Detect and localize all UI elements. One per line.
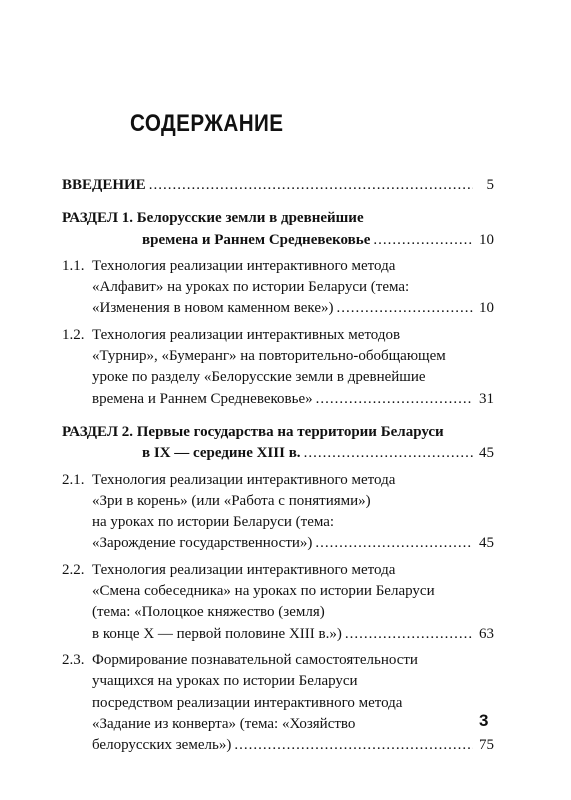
toc-line <box>62 256 494 277</box>
toc-line <box>62 346 494 367</box>
page-title: СОДЕРЖАНИЕ <box>130 110 284 137</box>
toc-line <box>62 624 494 645</box>
toc-page-number: 45 <box>479 445 494 462</box>
toc-item-text: Технология реализации интерактивного метода <box>92 471 396 488</box>
toc-section-2 <box>62 422 494 465</box>
toc-line <box>62 512 494 533</box>
dot-leader <box>373 230 473 251</box>
toc-line <box>62 602 494 623</box>
page-number: 3 <box>479 711 489 730</box>
toc-item-text: учащихся на уроках по истории Беларуси <box>92 673 358 690</box>
toc-line <box>62 422 494 443</box>
toc-entry-intro <box>62 175 494 196</box>
toc-item-text: белорусских земель») <box>92 737 232 754</box>
toc-line <box>62 367 494 388</box>
toc-line <box>62 581 494 602</box>
dot-leader <box>149 175 473 196</box>
toc-page-number: 31 <box>479 390 494 407</box>
toc-item-2-1 <box>62 470 494 555</box>
dot-leader <box>304 443 473 464</box>
toc-item-text: «Алфавит» на уроках по истории Беларуси (тема: <box>92 279 410 296</box>
toc-entry-title: ВВЕДЕНИЕ <box>62 177 146 193</box>
toc-item-2-3 <box>62 650 494 756</box>
toc-line <box>62 470 494 491</box>
toc-section-title: РАЗДЕЛ 1. Белорусские земли в древнейшие <box>62 210 364 227</box>
toc-section-title: РАЗДЕЛ 2. Первые государства на территории Беларуси <box>62 423 444 440</box>
toc-item-text: (тема: «Полоцкое княжество (земля) <box>92 604 325 621</box>
toc-section-1 <box>62 208 494 251</box>
toc-page-number: 5 <box>486 177 494 193</box>
toc-item-number: 2.1. <box>62 471 85 488</box>
toc-item-1-2 <box>62 325 494 410</box>
toc-item-text: «Смена собеседника» на уроках по истории Беларуси <box>92 583 435 600</box>
toc-item-text: Технология реализации интерактивного метода <box>92 257 396 274</box>
dot-leader <box>234 735 473 756</box>
toc-line <box>62 491 494 512</box>
toc-item-number: 2.3. <box>62 651 85 668</box>
toc-item-number: 2.2. <box>62 561 85 578</box>
toc-item-text: в конце X — первой половине XIII в.») <box>92 625 342 642</box>
toc-line <box>62 650 494 671</box>
toc-line <box>62 671 494 692</box>
dot-leader <box>316 389 473 410</box>
toc-item-text: «Изменения в новом каменном веке») <box>92 300 334 317</box>
table-of-contents <box>62 175 494 756</box>
dot-leader <box>336 298 473 319</box>
toc-page-number: 45 <box>479 535 494 552</box>
toc-section-title-cont: времена и Раннем Средневековье <box>142 231 371 248</box>
toc-line <box>62 389 494 410</box>
toc-page-number: 63 <box>479 625 494 642</box>
toc-item-text: «Зарождение государственности») <box>92 535 313 552</box>
toc-line <box>62 277 494 298</box>
toc-line <box>62 443 494 464</box>
toc-item-text: посредством реализации интерактивного метода <box>92 694 403 711</box>
toc-item-text: «Задание из конверта» (тема: «Хозяйство <box>92 715 356 732</box>
toc-item-text: Формирование познавательной самостоятельности <box>92 651 418 668</box>
toc-item-text: времена и Раннем Средневековье» <box>92 390 313 407</box>
toc-line <box>62 298 494 319</box>
toc-item-2-2 <box>62 560 494 645</box>
toc-line <box>62 230 494 251</box>
dot-leader <box>315 533 473 554</box>
toc-line <box>62 714 494 735</box>
toc-line <box>62 693 494 714</box>
toc-line <box>62 325 494 346</box>
toc-item-number: 1.2. <box>62 326 85 343</box>
toc-item-text: Технология реализации интерактивных методов <box>92 326 401 343</box>
toc-line <box>62 533 494 554</box>
toc-page-number: 75 <box>479 737 494 754</box>
toc-line <box>62 208 494 229</box>
toc-line <box>62 735 494 756</box>
toc-page-number: 10 <box>479 231 494 248</box>
toc-item-text: «Турнир», «Бумеранг» на повторительно-обобщающем <box>92 348 446 365</box>
toc-item-1-1 <box>62 256 494 320</box>
toc-item-number: 1.1. <box>62 257 85 274</box>
toc-line <box>62 560 494 581</box>
toc-page-number: 10 <box>479 300 494 317</box>
toc-line <box>62 175 494 196</box>
toc-section-title-cont: в IX — середине XIII в. <box>142 445 301 462</box>
dot-leader <box>345 624 473 645</box>
toc-item-text: «Зри в корень» (или «Работа с понятиями») <box>92 492 371 509</box>
toc-item-text: на уроках по истории Беларуси (тема: <box>92 514 335 531</box>
toc-item-text: Технология реализации интерактивного метода <box>92 561 396 578</box>
toc-item-text: уроке по разделу «Белорусские земли в древнейшие <box>92 369 426 386</box>
